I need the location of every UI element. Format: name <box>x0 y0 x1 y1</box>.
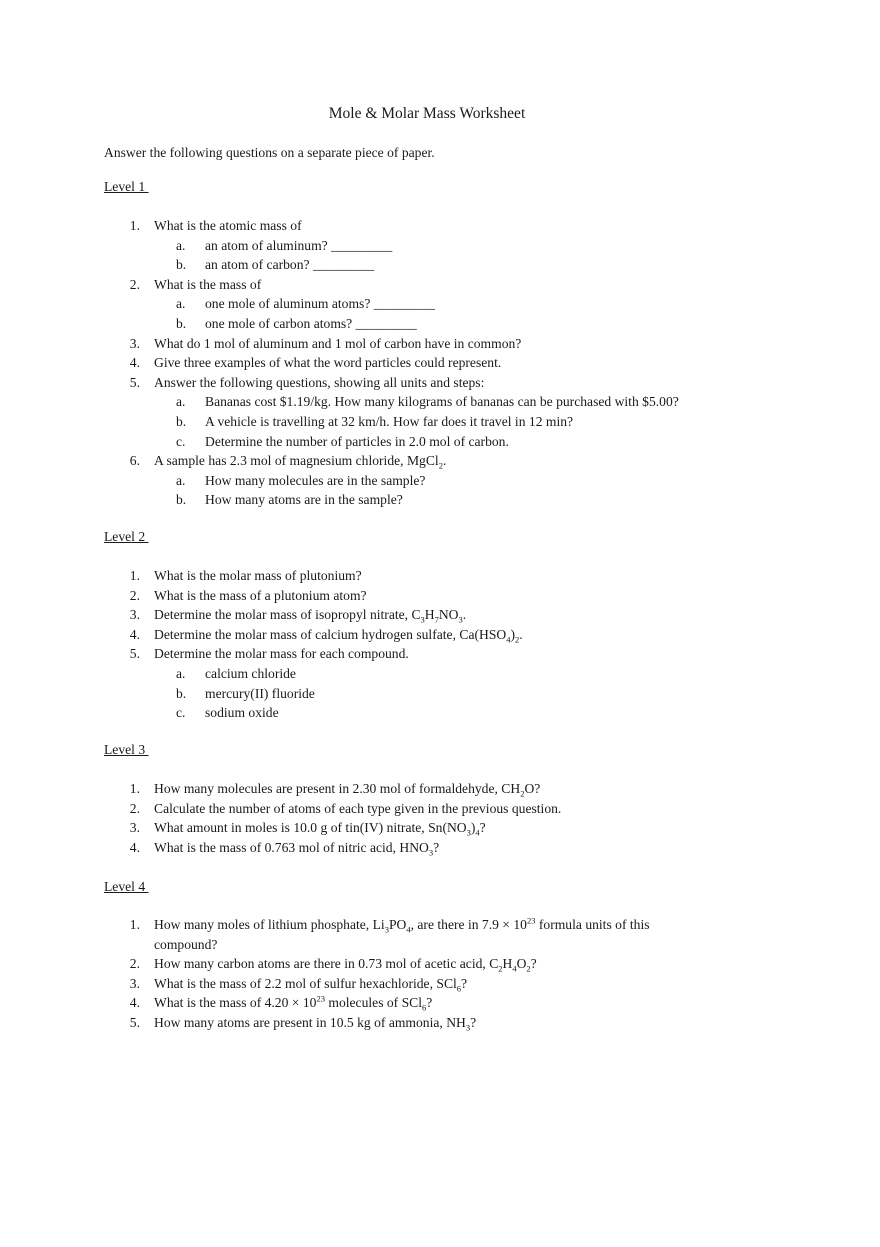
question: 2. What is the mass of <box>129 276 262 292</box>
sub-question: a. How many molecules are in the sample? <box>176 472 426 488</box>
question: 4. What is the mass of $4.20 \times 10^{23}$ molecules of SCl$_6$? <box>129 993 433 1014</box>
question: 1. How many moles of lithium phosphate, $Li_3PO_4$, are there in $7.9 \times 10^{23}$ formula units of this compound? <box>129 915 650 952</box>
question: 1. How many molecules are present in 2.30 mol of formaldehyde, $CH_2O$? <box>129 781 541 799</box>
question: 3. Determine the molar mass of isopropyl nitrate, $C_3H_7NO_3$. <box>129 607 467 625</box>
question: 2. Calculate the number of atoms of each type given in the previous question. <box>129 800 562 816</box>
question: 1. What is the atomic mass of <box>129 218 302 233</box>
sub-question: b. an atom of carbon? _________ <box>176 257 375 273</box>
sub-question: a. Bananas cost $1.19/kg. How many kilograms of bananas can be purchased with $5.00? <box>176 394 679 410</box>
sub-question: c. sodium oxide <box>176 705 279 721</box>
question: 3. What amount in moles is 10.0 g of tin(IV) nitrate, $Sn(NO_3)_4$? <box>129 820 486 838</box>
sub-question: b. How many atoms are in the sample? <box>176 492 403 508</box>
question: 2. What is the mass of a plutonium atom? <box>129 587 367 603</box>
question: 4. Give three examples of what the word particles could represent. <box>129 355 502 371</box>
sub-question: b. one mole of carbon atoms? _________ <box>176 315 417 331</box>
question: 4. What is the mass of 0.763 mol of nitric acid, $HNO_3$? <box>129 839 440 858</box>
question: 5. How many atoms are present in 10.5 kg of ammonia, $NH_3$? <box>129 1014 477 1033</box>
question: 1. What is the molar mass of plutonium? <box>129 568 362 583</box>
question: 5. Determine the molar mass for each compound. <box>129 646 409 662</box>
level-1-questions <box>104 216 679 510</box>
instructions: Answer the following questions on a separate piece of paper. <box>104 145 435 160</box>
question: 2. How many carbon atoms are there in 0.73 mol of acetic acid, $C_2H_4O_2$? <box>129 956 537 974</box>
level-4-questions <box>104 915 650 1033</box>
question: 5. Answer the following questions, showing all units and steps: <box>129 374 485 390</box>
sub-question: c. Determine the number of particles in 2.0 mol of carbon. <box>176 433 509 449</box>
sub-question: b. mercury(II) fluoride <box>176 685 315 701</box>
sub-question: a. calcium chloride <box>176 665 296 681</box>
page-title: Mole & Molar Mass Worksheet <box>328 105 526 122</box>
level-3-heading: Level 3 <box>104 742 149 757</box>
question: 6. A sample has 2.3 mol of magnesium chloride, MgCl$_2$. <box>129 453 447 471</box>
level-2-heading: Level 2 <box>104 529 149 544</box>
question: 3. What is the mass of 2.2 mol of sulfur hexachloride, SCl$_6$? <box>129 975 468 994</box>
level-4-heading: Level 4 <box>104 879 149 894</box>
sub-question: a. an atom of aluminum? _________ <box>176 237 393 253</box>
sub-question: b. A vehicle is travelling at 32 km/h. How far does it travel in 12 min? <box>176 413 574 429</box>
question: 4. Determine the molar mass of calcium hydrogen sulfate, $Ca(HSO_4)_2$. <box>129 626 523 645</box>
question: 3. What do 1 mol of aluminum and 1 mol of carbon have in common? <box>129 335 522 351</box>
level-3-questions <box>104 779 561 857</box>
sub-question: a. one mole of aluminum atoms? _________ <box>176 296 435 312</box>
level-2-questions <box>104 566 523 723</box>
level-1-heading: Level 1 <box>104 179 149 194</box>
